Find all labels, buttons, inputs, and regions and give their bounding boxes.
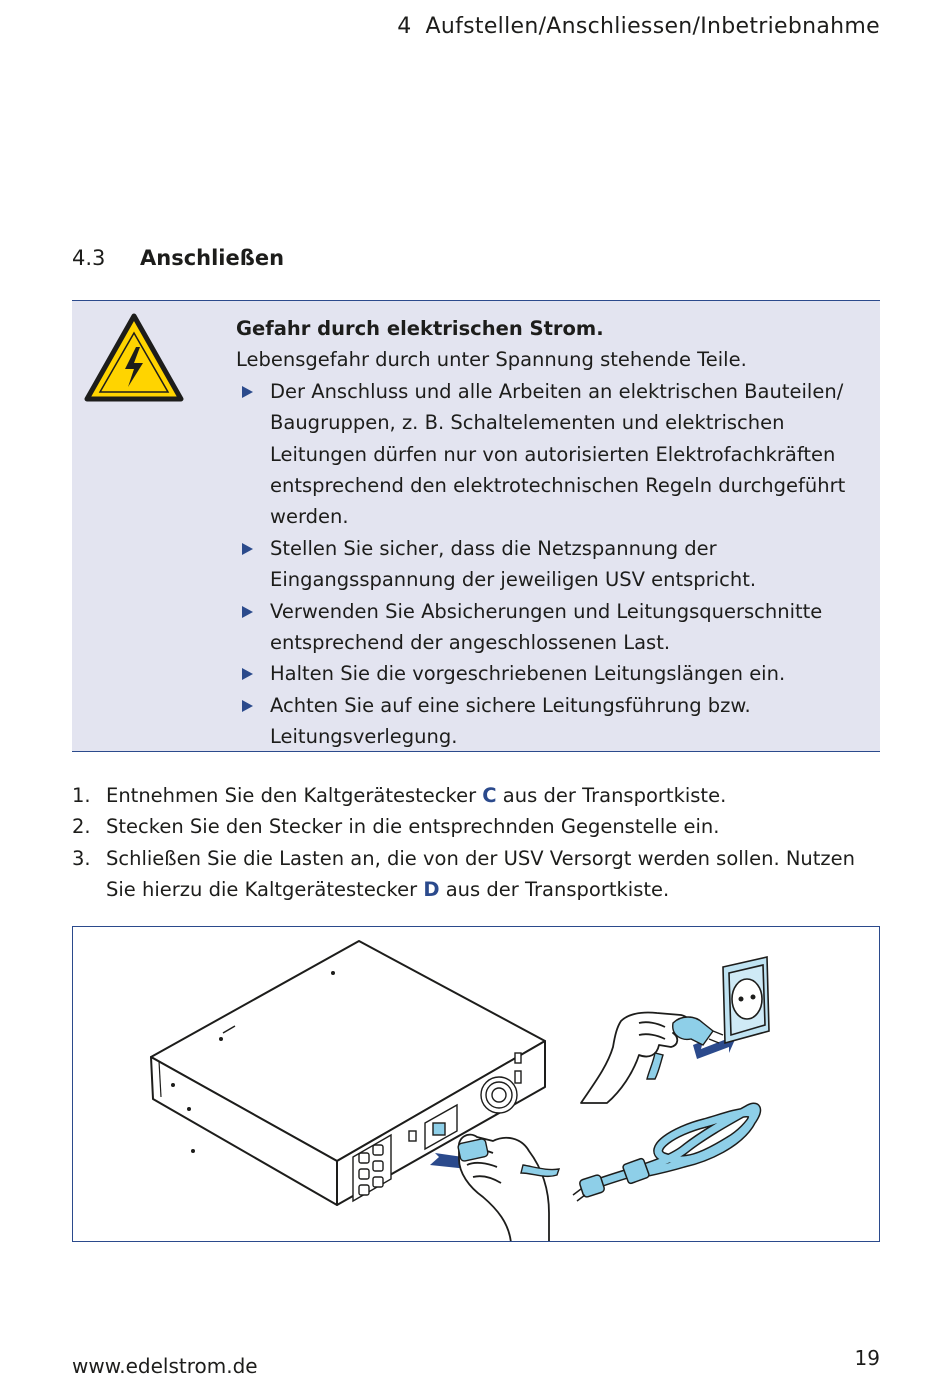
bullet-arrow-icon [242,386,253,398]
section-title: Anschließen [140,246,285,270]
footer-url: www.edelstrom.de [72,1354,258,1378]
step-text: Schließen Sie die Lasten an, die von der USV Versorgt werden sollen. Nutzen [106,846,856,870]
running-header [397,14,880,39]
page-number: 19 [854,1346,880,1370]
wall-socket [723,957,769,1043]
warning-subtitle: Lebensgefahr durch unter Spannung stehende Teile. [236,348,747,372]
chapter-number: 4 [397,14,412,39]
bullet-line: Halten Sie die vorgeschriebenen Leitungslängen ein. [270,662,786,686]
bullet-line: werden. [270,505,349,529]
bullet-line: Eingangsspannung der jeweiligen USV entspricht. [270,568,757,592]
warning-title: Gefahr durch elektrischen Strom. [236,317,604,340]
step-1 [72,780,880,811]
bullet-line: Verwenden Sie Absicherungen und Leitungsquerschnitte [270,599,823,623]
warning-bullet [236,596,866,659]
warning-text [236,313,866,753]
step-number: 3. [72,846,91,870]
coiled-power-cable [593,1108,756,1185]
step-text: Sie hierzu die Kaltgerätestecker [106,878,424,902]
warning-bullet [236,376,866,533]
bullet-line: Stellen Sie sicher, dass die Netzspannung der [270,536,717,560]
chapter-title: Aufstellen/Anschliessen/Inbetriebnahme [425,14,880,39]
step-text: Stecken Sie den Stecker in die entsprechnden Gegenstelle ein. [106,815,720,839]
step-2 [72,811,880,842]
bullet-line: Achten Sie auf eine sichere Leitungsführung bzw. [270,693,751,717]
bullet-line: Baugruppen, z. B. Schaltelementen und elektrischen [270,411,785,435]
section-heading [72,246,284,270]
illustration-svg [73,927,880,1242]
step-3 [72,843,880,906]
bullet-arrow-icon [242,606,253,618]
component-ref-d: D [423,878,440,902]
bullet-arrow-icon [242,543,253,555]
electric-hazard-icon [84,313,184,405]
bullet-line: Der Anschluss und alle Arbeiten an elektrischen Bauteilen/ [270,379,844,403]
connection-illustration [72,926,880,1242]
section-number: 4.3 [72,246,106,270]
step-text: aus der Transportkiste. [496,784,727,807]
bullet-arrow-icon [242,700,253,712]
step-text: Entnehmen Sie den Kaltgerätestecker [106,784,483,807]
step-text-line [106,874,880,905]
bullet-arrow-icon [242,668,253,680]
warning-bullet [236,658,866,689]
bullet-line: entsprechend der angeschlossenen Last. [270,631,671,655]
step-text: aus der Transportkiste. [439,878,670,902]
warning-bullet [236,690,866,753]
warning-box [72,300,880,752]
step-number: 2. [72,815,91,839]
bullet-line: Leitungsverlegung. [270,725,458,749]
warning-bullet [236,533,866,596]
instruction-steps [72,780,880,906]
bullet-line: Leitungen dürfen nur von autorisierten Elektrofachkräften [270,442,836,466]
step-number: 1. [72,784,91,807]
bullet-line: entsprechend den elektrotechnischen Regeln durchgeführt [270,474,846,498]
component-ref-c: C [482,784,497,807]
